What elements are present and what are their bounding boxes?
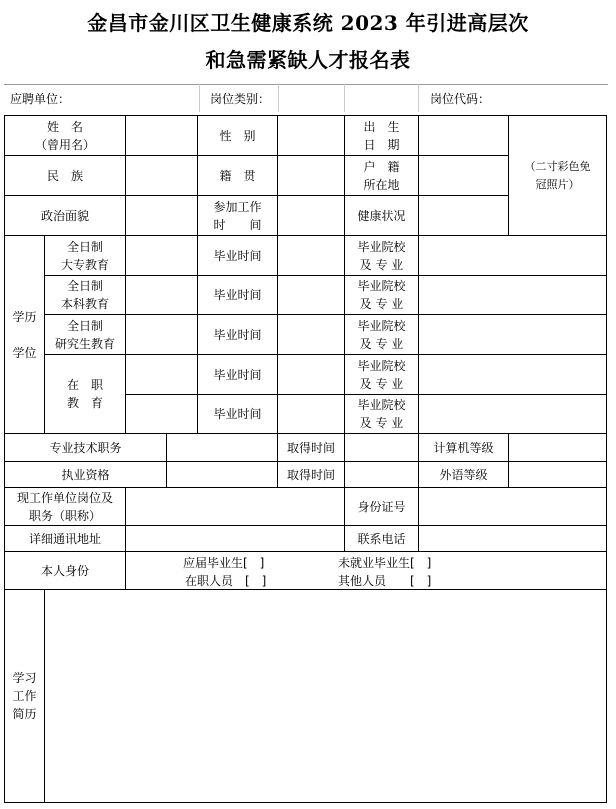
qualification-field[interactable] bbox=[167, 462, 278, 488]
grad-school-label: 毕业院校 及 专 业 bbox=[345, 355, 419, 395]
grad-time-label: 毕业时间 bbox=[198, 236, 278, 276]
phone-field[interactable] bbox=[419, 526, 606, 552]
obtain-time-field[interactable] bbox=[345, 462, 419, 488]
gender-label: 性 别 bbox=[198, 116, 278, 156]
fulltime-graduate-label: 全日制 研究生教育 bbox=[45, 315, 126, 355]
grad-school-label: 毕业院校 及 专 业 bbox=[345, 395, 419, 434]
qualification-label: 执业资格 bbox=[5, 462, 167, 488]
header-separator bbox=[199, 84, 200, 112]
fulltime-graduate-field[interactable] bbox=[126, 315, 198, 355]
fulltime-college-field[interactable] bbox=[126, 236, 198, 276]
name-field[interactable] bbox=[126, 116, 198, 156]
name-label: 姓 名 （曾用名） bbox=[5, 116, 126, 156]
tech-title-label: 专业技术职务 bbox=[5, 434, 167, 462]
grad-school-field[interactable] bbox=[419, 236, 606, 276]
identity-label: 本人身份 bbox=[5, 552, 126, 590]
position-category-label: 岗位类别： bbox=[210, 92, 271, 106]
id-number-field[interactable] bbox=[419, 488, 606, 526]
computer-level-label: 计算机等级 bbox=[419, 434, 509, 462]
header-separator bbox=[344, 84, 345, 112]
birth-date-field[interactable] bbox=[419, 116, 509, 156]
grad-time-field[interactable] bbox=[278, 355, 345, 395]
position-code-label: 岗位代码： bbox=[430, 92, 491, 106]
inservice-education-field-1[interactable] bbox=[126, 355, 198, 395]
resume-label: 学习 工作 简历 bbox=[5, 590, 45, 802]
form-title-line-1: 金昌市金川区卫生健康系统 2023 年引进高层次 bbox=[87, 11, 529, 35]
inservice-education-label: 在 职 教 育 bbox=[45, 355, 126, 434]
hukou-field[interactable] bbox=[419, 156, 509, 196]
inservice-education-field-2[interactable] bbox=[126, 395, 198, 434]
employed-option[interactable]: 在职人员 [ ] bbox=[185, 574, 267, 588]
phone-label: 联系电话 bbox=[345, 526, 419, 552]
registration-form-table bbox=[4, 115, 607, 803]
grad-time-label: 毕业时间 bbox=[198, 395, 278, 434]
obtain-time-label: 取得时间 bbox=[278, 434, 345, 462]
grad-school-field[interactable] bbox=[419, 315, 606, 355]
header-divider bbox=[4, 84, 608, 85]
obtain-time-label: 取得时间 bbox=[278, 462, 345, 488]
photo-placeholder[interactable]: （二寸彩色免 冠照片） bbox=[509, 116, 606, 236]
grad-school-field[interactable] bbox=[419, 355, 606, 395]
header-separator bbox=[418, 84, 419, 112]
ethnicity-label: 民 族 bbox=[5, 156, 126, 196]
work-start-label: 参加工作 时 间 bbox=[198, 196, 278, 236]
grad-time-field[interactable] bbox=[278, 236, 345, 276]
grad-time-label: 毕业时间 bbox=[198, 276, 278, 315]
current-job-field[interactable] bbox=[126, 488, 345, 526]
health-label: 健康状况 bbox=[345, 196, 419, 236]
political-status-field[interactable] bbox=[126, 196, 198, 236]
obtain-time-field[interactable] bbox=[345, 434, 419, 462]
grad-time-label: 毕业时间 bbox=[198, 315, 278, 355]
grad-school-field[interactable] bbox=[419, 395, 606, 434]
address-field[interactable] bbox=[126, 526, 345, 552]
grad-school-label: 毕业院校 及 专 业 bbox=[345, 276, 419, 315]
fulltime-bachelor-field[interactable] bbox=[126, 276, 198, 315]
form-title-line-2: 和急需紧缺人才报名表 bbox=[205, 48, 411, 72]
native-place-label: 籍 贯 bbox=[198, 156, 278, 196]
education-degree-label: 学历 学位 bbox=[5, 236, 45, 434]
ethnicity-field[interactable] bbox=[126, 156, 198, 196]
fulltime-college-label: 全日制 大专教育 bbox=[45, 236, 126, 276]
political-status-label: 政治面貌 bbox=[5, 196, 126, 236]
fulltime-bachelor-label: 全日制 本科教育 bbox=[45, 276, 126, 315]
address-label: 详细通讯地址 bbox=[5, 526, 126, 552]
header-separator bbox=[278, 84, 279, 112]
id-number-label: 身份证号 bbox=[345, 488, 419, 526]
hukou-label: 户 籍 所在地 bbox=[345, 156, 419, 196]
applying-unit-label: 应聘单位： bbox=[10, 92, 71, 106]
health-field[interactable] bbox=[419, 196, 509, 236]
language-level-label: 外语等级 bbox=[419, 462, 509, 488]
computer-level-field[interactable] bbox=[509, 434, 606, 462]
resume-field[interactable] bbox=[45, 590, 606, 802]
grad-time-label: 毕业时间 bbox=[198, 355, 278, 395]
language-level-field[interactable] bbox=[509, 462, 606, 488]
grad-time-field[interactable] bbox=[278, 315, 345, 355]
gender-field[interactable] bbox=[278, 116, 345, 156]
application-header-row bbox=[4, 84, 608, 112]
work-start-field[interactable] bbox=[278, 196, 345, 236]
grad-school-label: 毕业院校 及 专 业 bbox=[345, 236, 419, 276]
native-place-field[interactable] bbox=[278, 156, 345, 196]
grad-time-field[interactable] bbox=[278, 276, 345, 315]
grad-school-field[interactable] bbox=[419, 276, 606, 315]
current-job-label: 现工作单位岗位及 职务（职称） bbox=[5, 488, 126, 526]
birth-date-label: 出 生 日 期 bbox=[345, 116, 419, 156]
fresh-graduate-option[interactable]: 应届毕业生[ ] bbox=[183, 556, 265, 570]
tech-title-field[interactable] bbox=[167, 434, 278, 462]
other-option[interactable]: 其他人员 [ ] bbox=[338, 574, 432, 588]
unemployed-graduate-option[interactable]: 未就业毕业生[ ] bbox=[338, 556, 432, 570]
grad-school-label: 毕业院校 及 专 业 bbox=[345, 315, 419, 355]
grad-time-field[interactable] bbox=[278, 395, 345, 434]
